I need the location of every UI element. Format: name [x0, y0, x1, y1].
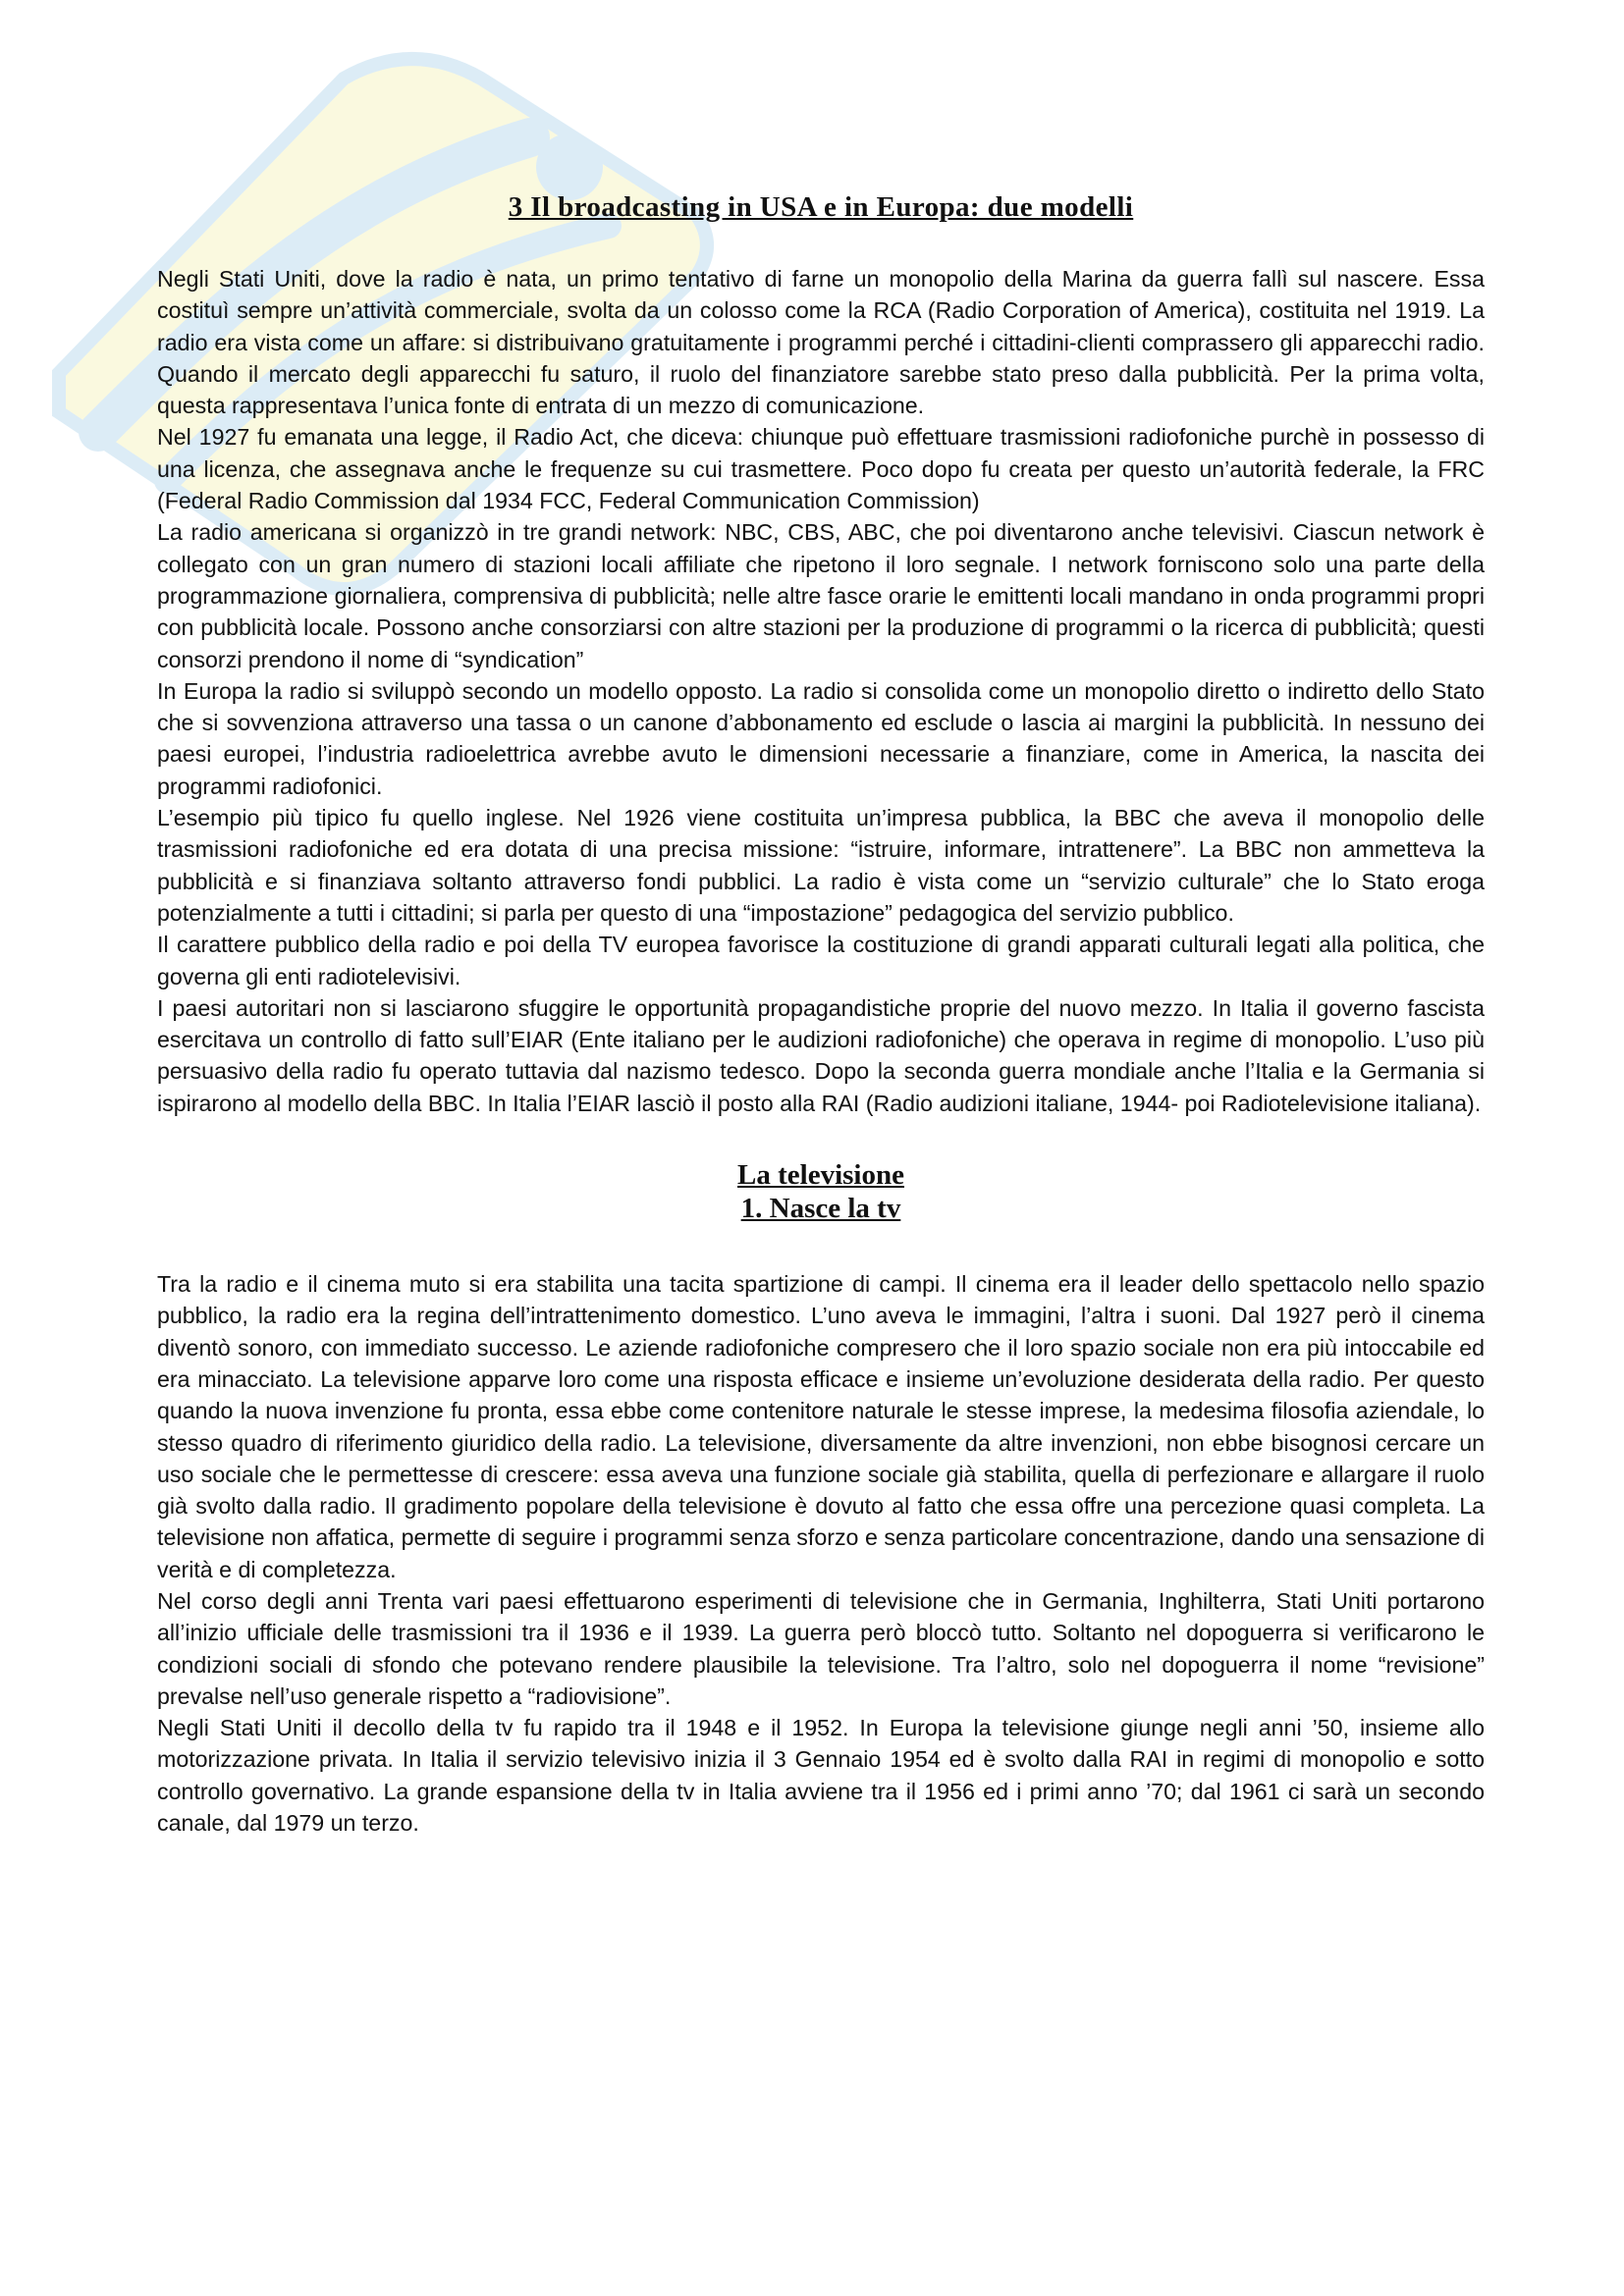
broadcasting-section	[157, 263, 1485, 1119]
paragraph: Nel corso degli anni Trenta vari paesi effettuarono esperimenti di televisione che in Germania, Inghilterra, Stati Uniti portarono all’inizio ufficiale delle trasmissioni tra il 1936 e il 1939. La guerra però bloccò tutto. Soltanto nel dopoguerra si verificarono le condizioni sociali di sfondo che potevano rendere plausibile la televisione. Tra l’altro, solo nel dopoguerra il nome “revisione” prevalse nell’uso generale rispetto a “radiovisione”.	[157, 1587, 1485, 1709]
paragraph: Negli Stati Uniti il decollo della tv fu rapido tra il 1948 e il 1952. In Europa la televisione giunge negli anni ’50, insieme allo motorizzazione privata. In Italia il servizio televisivo inizia il 3 Gennaio 1954 ed è svolto dalla RAI in regimi di monopolio e sotto controllo governativo. La grande espansione della tv in Italia avviene tra il 1956 ed i primi anno ’70; dal 1961 ci sarà un secondo canale, dal 1979 un terzo.	[157, 1715, 1485, 1837]
paragraph: L’esempio più tipico fu quello inglese. Nel 1926 viene costituita un’impresa pubblica, la BBC che aveva il monopolio delle trasmissioni radiofoniche ed era dotata di una precisa missione: “istruire, informare, intrattenere”. La BBC non ammetteva la pubblicità e si finanziava soltanto attraverso fondi pubblici. La radio è vista come un “servizio culturale” che lo Stato eroga potenzialmente a tutti i cittadini; si parla per questo di una “impostazione” pedagogica del servizio pubblico.	[157, 805, 1485, 926]
tv-heading-title: La televisione	[737, 1159, 904, 1192]
section-title: 3 Il broadcasting in USA e in Europa: due modelli	[508, 191, 1134, 223]
document-page	[157, 191, 1485, 1839]
paragraph: Tra la radio e il cinema muto si era stabilita una tacita spartizione di campi. Il cinema era il leader dello spettacolo nello spazio pubblico, la radio era la regina dell’intrattenimento domestico. L’uno aveva le immagini, l’altra i suoni. Dal 1927 però il cinema diventò sonoro, con immediato successo. Le aziende radiofoniche compresero che il loro spazio sociale non era più intoccabile ed era minacciato. La televisione apparve loro come una risposta efficace e insieme un’evoluzione desiderata della radio. Per questo quando la nuova invenzione fu pronta, essa ebbe come contenitore naturale le stesse imprese, la medesima filosofia aziendale, lo stesso quadro di riferimento giuridico della radio. La televisione, diversamente da altre invenzioni, non ebbe bisognosi cercare un uso sociale che le permettesse di crescere: essa aveva una funzione sociale già stabilita, quella di perfezionare e allargare il ruolo già svolto dalla radio. Il gradimento popolare della televisione è dovuto al fatto che essa offre una percezione quasi completa. La televisione non affatica, permette di seguire i programmi senza sforzo e senza particolare concentrazione, dando una sensazione di verità e di completezza.	[157, 1271, 1485, 1582]
paragraph: La radio americana si organizzò in tre grandi network: NBC, CBS, ABC, che poi diventarono anche televisivi. Ciascun network è collegato con un gran numero di stazioni locali affiliate che ripetono il loro segnale. I network forniscono solo una parte della programmazione giornaliera, comprensiva di pubblicità; nelle altre fasce orarie le emittenti locali mandano in onda programmi propri con pubblicità locale. Possono anche consorziarsi con altre stazioni per la produzione di programmi o la ricerca di pubblicità; questi consorzi prendono il nome di “syndication”	[157, 519, 1485, 672]
paragraph: Il carattere pubblico della radio e poi della TV europea favorisce la costituzione di grandi apparati culturali legati alla politica, che governa gli enti radiotelevisivi.	[157, 932, 1485, 989]
paragraph: I paesi autoritari non si lasciarono sfuggire le opportunità propagandistiche proprie del nuovo mezzo. In Italia il governo fascista esercitava un controllo di fatto sull’EIAR (Ente italiano per le audizioni radiofoniche) che operava in regime di monopolio. L’uso più persuasivo della radio fu operato tuttavia dal nazismo tedesco. Dopo la seconda guerra mondiale anche l’Italia e la Germania si ispirarono al modello della BBC. In Italia l’EIAR lasciò il posto alla RAI (Radio audizioni italiane, 1944- poi Radiotelevisione italiana).	[157, 994, 1485, 1116]
watermark-dot	[536, 133, 603, 200]
tv-heading-subtitle: 1. Nasce la tv	[740, 1193, 901, 1225]
television-section	[157, 1268, 1485, 1839]
paragraph: In Europa la radio si sviluppò secondo un modello opposto. La radio si consolida come un monopolio diretto o indiretto dello Stato che si sovvenziona attraverso una tassa o un canone d’abbonamento ed esclude o lascia ai margini la pubblicità. In nessuno dei paesi europei, l’industria radioelettrica avrebbe avuto le dimensioni necessarie a finanziare, come in America, la nascita dei programmi radiofonici.	[157, 677, 1485, 799]
paragraph: Negli Stati Uniti, dove la radio è nata, un primo tentativo di farne un monopolio della Marina da guerra fallì sul nascere. Essa costituì sempre un’attività commerciale, svolta da un colosso come la RCA (Radio Corporation of America), costituita nel 1919. La radio era vista come un affare: si distribuivano gratuitamente i programmi perché i cittadini-clienti comprassero gli apparecchi radio. Quando il mercato degli apparecchi fu saturo, il ruolo del finanziatore sarebbe stato preso dalla pubblicità. Per la prima volta, questa rappresentava l’unica fonte di entrata di un mezzo di comunicazione.	[157, 266, 1485, 419]
paragraph: Nel 1927 fu emanata una legge, il Radio Act, che diceva: chiunque può effettuare trasmissioni radiofoniche purchè in possesso di una licenza, che assegnava anche le frequenze su cui trasmettere. Poco dopo fu creata per questo un’autorità federale, la FRC (Federal Radio Commission dal 1934 FCC, Federal Communication Commission)	[157, 424, 1485, 514]
tv-section-heading	[157, 1158, 1485, 1225]
